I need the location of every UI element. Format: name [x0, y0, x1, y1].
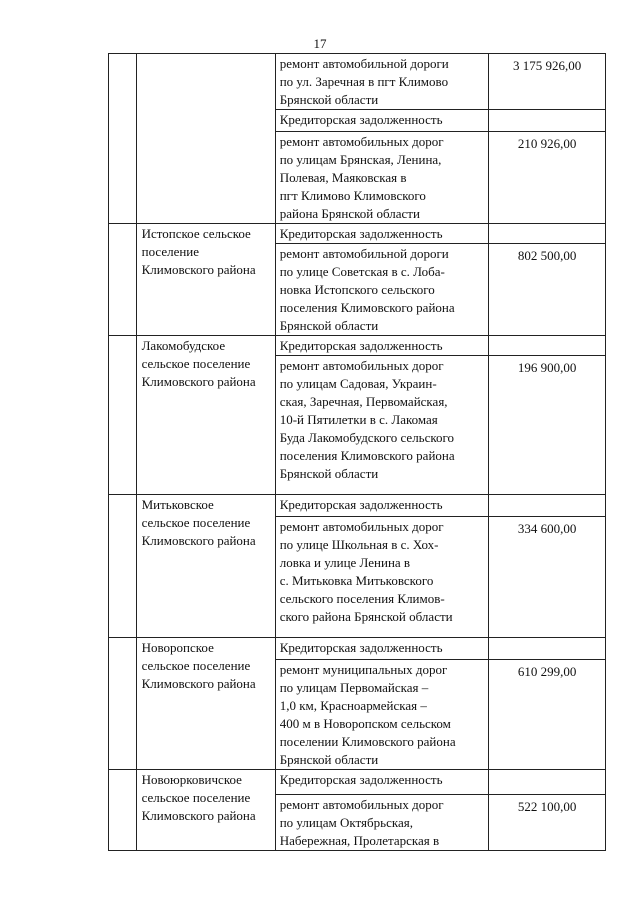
funding-table: [108, 53, 606, 851]
purpose-cell: ремонт автомобильных дорог по улицам Садовая, Украин- ская, Заречная, Первомайская, 10-й Пятилетки в с. Лакомая Буда Лакомобудского сельского поселения Климовского района Брянской области: [275, 356, 488, 495]
purpose-cell: Кредиторская задолженность: [275, 770, 488, 795]
amount-cell: [489, 638, 606, 660]
amount-cell: [489, 224, 606, 244]
index-cell: [109, 336, 137, 495]
amount-cell: [489, 495, 606, 517]
purpose-cell: ремонт автомобильных дорог по улицам Октябрьская, Набережная, Пролетарская в: [275, 795, 488, 851]
settlement-cell: Новоропское сельское поселение Климовского района: [136, 638, 275, 770]
purpose-cell: Кредиторская задолженность: [275, 638, 488, 660]
purpose-cell: Кредиторская задолженность: [275, 224, 488, 244]
table-row: [109, 638, 606, 660]
amount-cell: [489, 336, 606, 356]
amount-cell: 522 100,00: [489, 795, 606, 851]
table-row: [109, 54, 606, 110]
table-row: [109, 336, 606, 356]
settlement-cell: Истопское сельское поселение Климовского района: [136, 224, 275, 336]
purpose-cell: Кредиторская задолженность: [275, 495, 488, 517]
purpose-cell: ремонт автомобильных дорог по улицам Брянская, Ленина, Полевая, Маяковская в пгт Климово Климовского района Брянской области: [275, 132, 488, 224]
amount-cell: 210 926,00: [489, 132, 606, 224]
index-cell: [109, 638, 137, 770]
amount-cell: 3 175 926,00: [489, 54, 606, 110]
purpose-cell: Кредиторская задолженность: [275, 110, 488, 132]
purpose-cell: ремонт автомобильной дороги по ул. Заречная в пгт Климово Брянской области: [275, 54, 488, 110]
page-number: 17: [313, 36, 327, 51]
index-cell: [109, 495, 137, 638]
purpose-cell: ремонт автомобильных дорог по улице Школьная в с. Хох- ловка и улице Ленина в с. Митьковка Митьковского сельского поселения Климов- ского района Брянской области: [275, 517, 488, 638]
amount-cell: 610 299,00: [489, 660, 606, 770]
index-cell: [109, 54, 137, 224]
settlement-cell: Новоюрковичское сельское поселение Климовского района: [136, 770, 275, 851]
purpose-cell: ремонт автомобильной дороги по улице Советская в с. Лоба- новка Истопского сельского поселения Климовского района Брянской области: [275, 244, 488, 336]
settlement-cell: Лакомобудское сельское поселение Климовского района: [136, 336, 275, 495]
table-row: [109, 770, 606, 795]
index-cell: [109, 770, 137, 851]
settlement-cell: [136, 54, 275, 224]
index-cell: [109, 224, 137, 336]
amount-cell: 334 600,00: [489, 517, 606, 638]
settlement-cell: Митьковское сельское поселение Климовского района: [136, 495, 275, 638]
amount-cell: 802 500,00: [489, 244, 606, 336]
amount-cell: 196 900,00: [489, 356, 606, 495]
purpose-cell: ремонт муниципальных дорог по улицам Первомайская – 1,0 км, Красноармейская – 400 м в Новоропском сельском поселении Климовского района Брянской области: [275, 660, 488, 770]
table-row: [109, 495, 606, 517]
table-row: [109, 224, 606, 244]
purpose-cell: Кредиторская задолженность: [275, 336, 488, 356]
amount-cell: [489, 110, 606, 132]
amount-cell: [489, 770, 606, 795]
